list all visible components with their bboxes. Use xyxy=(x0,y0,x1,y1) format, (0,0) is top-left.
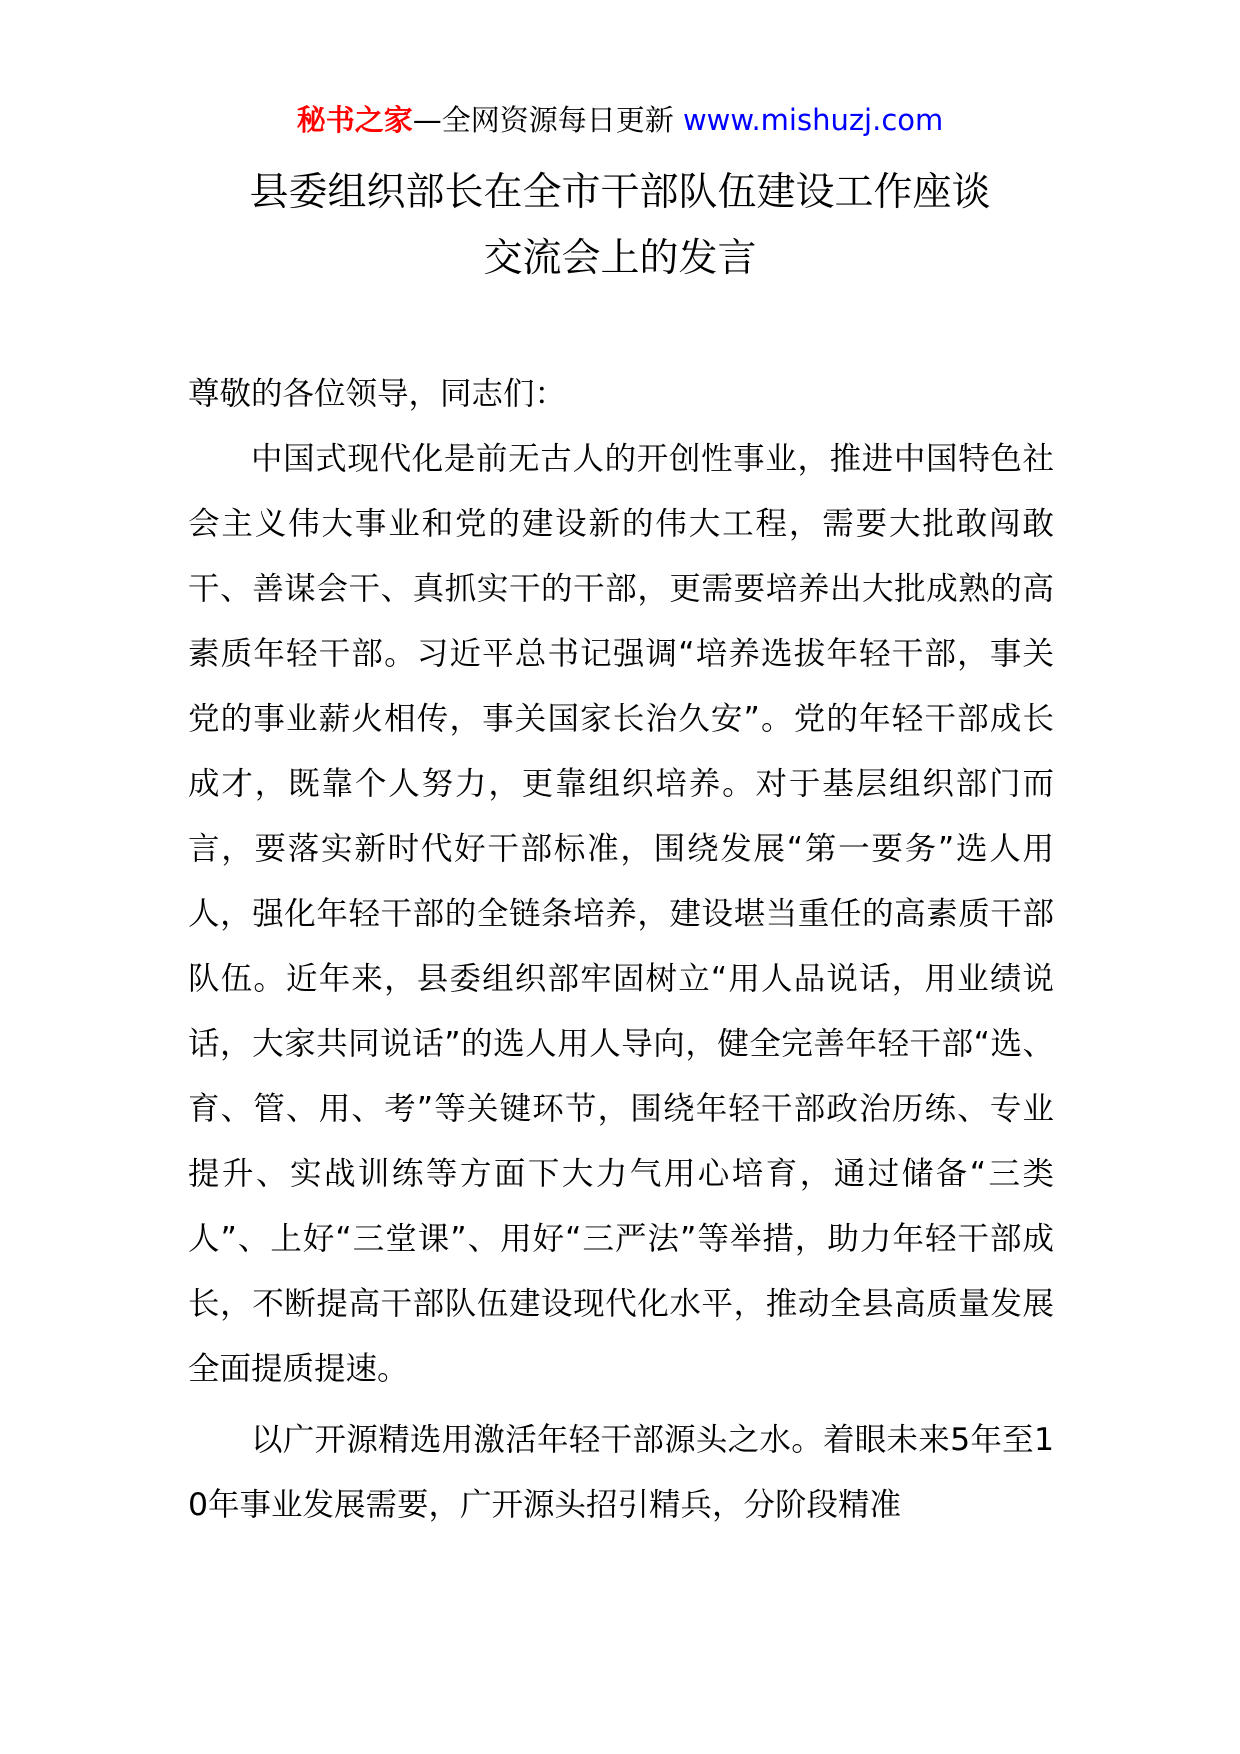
body-paragraph: 以广开源精选用激活年轻干部源头之水。着眼未来5年至10年事业发展需要，广开源头招引精兵，分阶段精准 xyxy=(188,1422,1054,1523)
site-header xyxy=(0,100,1240,140)
site-url-link[interactable]: www.mishuzj.com xyxy=(682,103,944,137)
document-body xyxy=(188,362,1054,1538)
document-title-line-1: 县委组织部长在全市干部队伍建设工作座谈 xyxy=(249,170,991,215)
site-brand: 秘书之家 xyxy=(296,103,413,137)
site-tagline: —全网资源每日更新 xyxy=(412,103,683,137)
body-paragraph: 中国式现代化是前无古人的开创性事业，推进中国特色社会主义伟大事业和党的建设新的伟大工程，需要大批敢闯敢干、善谋会干、真抓实干的干部，更需要培养出大批成熟的高素质年轻干部。习近平总书记强调“培养选拔年轻干部，事关党的事业薪火相传，事关国家长治久安”。党的年轻干部成长成才，既靠个人努力，更靠组织培养。对于基层组织部门而言，要落实新时代好干部标准，围绕发展“第一要务”选人用人，强化年轻干部的全链条培养，建设堪当重任的高素质干部队伍。近年来，县委组织部牢固树立“用人品说话，用业绩说话，大家共同说话”的选人用人导向，健全完善年轻干部“选、育、管、用、考”等关键环节，围绕年轻干部政治历练、专业提升、实战训练等方面下大力气用心培育，通过储备“三类人”、上好“三堂课”、用好“三严法”等举措，助力年轻干部成长，不断提高干部队伍建设现代化水平，推动全县高质量发展全面提质提速。 xyxy=(188,441,1054,1387)
salutation: 尊敬的各位领导，同志们： xyxy=(188,376,567,412)
document-title-line-2: 交流会上的发言 xyxy=(483,236,757,281)
